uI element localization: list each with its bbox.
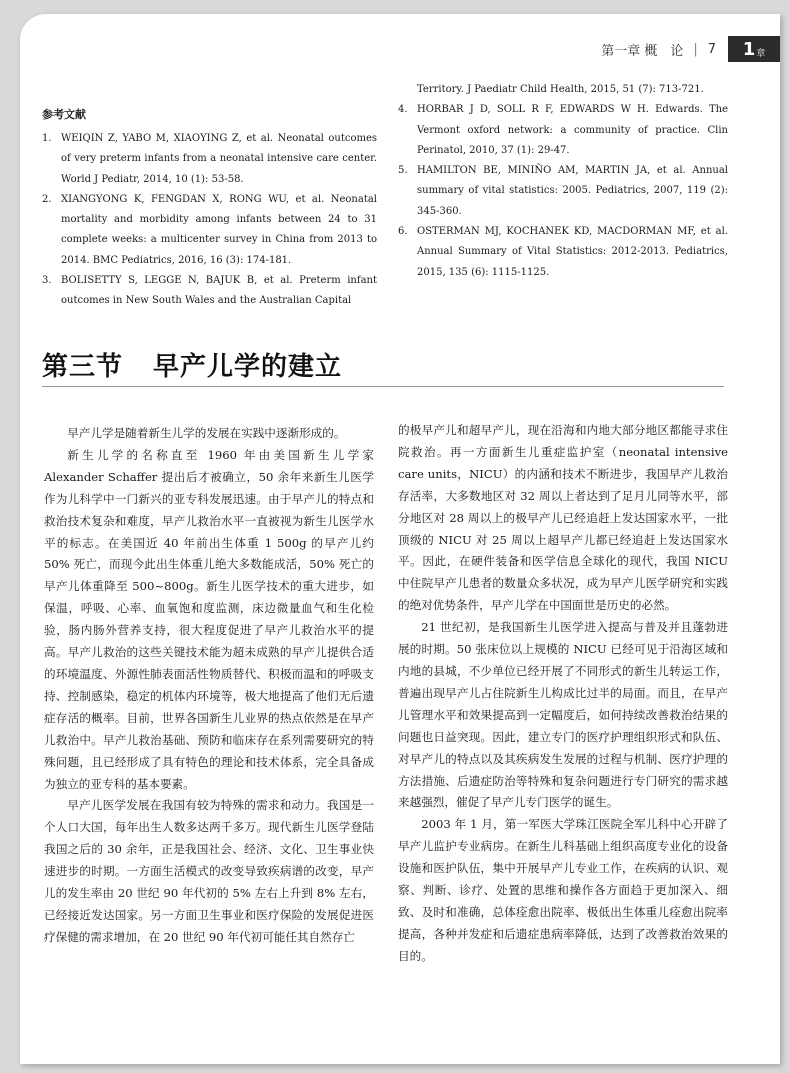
section-divider bbox=[42, 386, 724, 387]
body-right-column bbox=[398, 420, 728, 968]
chapter-tab-number: 1 bbox=[742, 38, 756, 60]
reference-text: BOLISETTY S, LEGGE N, BAJUK B, et al. Preterm infant outcomes in New South Wales and the Australian Capital bbox=[61, 275, 377, 307]
reference-text: HAMILTON BE, MINIÑO AM, MARTIN JA, et al. Annual summary of vital statistics: 2005. Pediatrics, 2007, 119 (2): 345-360. bbox=[417, 165, 728, 217]
reference-continuation bbox=[398, 80, 728, 100]
section-title: 早产儿学的建立 bbox=[153, 352, 343, 382]
reference-number: 6. bbox=[398, 226, 408, 238]
chapter-tab-label: 章 bbox=[756, 48, 766, 59]
reference-text: Territory. J Paediatr Child Health, 2015, 51 (7): 713-721. bbox=[417, 84, 704, 95]
references-left-column bbox=[42, 129, 377, 312]
chapter-title: 第一章 概 论 bbox=[601, 44, 684, 59]
book-page bbox=[20, 14, 780, 1064]
references-section bbox=[20, 80, 780, 310]
body-paragraph: 新生儿学的名称直至 1960 年由美国新生儿学家 Alexander Schaffer 提出后才被确立，50 余年来新生儿医学作为儿科学中一门新兴的亚专科发展迅速。由于早产儿的特点和救治技术复杂和难度，早产儿救治水平一直被视为新生儿医学水平的标志。在美国近 40 年前出生体重 1 500g 的早产儿约 50% 死亡，而现今此出生体重儿绝大多数能成活，50% 死亡的早产儿体重降至 500~800g。新生儿医学技术的重大进步，如保温，呼吸、心率、血氧饱和度监测，床边微量血气和生化检验，肠内肠外营养支持，很大程度促进了早产儿救治水平的提高。早产儿救治的这些关键技术能为超未成熟的早产儿提供合适的环境温度、外源性肺表面活性物质替代、积极而温和的呼吸支持、控制感染，稳定的机体内环境等，极大地提高了他们无后遗症存活的概率。目前，世界各国新生儿业界的热点依然是在早产儿救治中。早产儿救治基础、预防和临床存在系列需要研究的特殊问题，且已经形成了具有特色的理论和技术体系，完全具备成为独立的亚专科的基本要素。 bbox=[44, 447, 374, 791]
reference-text: HORBAR J D, SOLL R F, EDWARDS W H. Edwards. The Vermont oxford network: a community of practice. Clin Perinatol, 2010, 37 (1): 29-47. bbox=[417, 104, 728, 156]
running-header bbox=[601, 40, 716, 59]
section-number: 第三节 bbox=[42, 352, 124, 382]
body-paragraph-continuation: 的极早产儿和超早产儿，现在沿海和内地大部分地区都能寻求住院救治。再一方面新生儿重症监护室（neonatal intensive care units，NICU）的内涵和技术不断进步，我国早产儿救治存活率，大多数地区对 32 周以上者达到了足月儿同等水平，部分地区对 28 周以上的极早产儿已经追赶上发达国家水平，一批顶级的 NICU 对 25 周以上超早产儿都已经追赶上发达国家水平。因此，在硬件装备和医学信息全球化的现代，我国 NICU 中住院早产儿患者的数量众多状况，成为早产儿医学研究和实践的绝对优势条件，早产儿学在中国面世是历史的必然。 bbox=[398, 423, 728, 613]
reference-item bbox=[398, 100, 728, 161]
body-paragraph: 2003 年 1 月，第一军医大学珠江医院全军儿科中心开辟了早产儿监护专业病房。在新生儿科基础上组织高度专业化的设备设施和医护队伍，集中开展早产儿专业工作，在疾病的认识、观察、判断、诊疗、处置的思维和操作各方面趋于更加深入、细致、及时和准确，总体痊愈出院率、极低出生体重儿痊愈出院率提高，各种并发症和后遗症患病率降低，达到了改善救治效果的目的。 bbox=[398, 817, 728, 963]
reference-number: 1. bbox=[42, 133, 52, 144]
section-heading bbox=[42, 346, 342, 383]
reference-text: WEIQIN Z, YABO M, XIAOYING Z, et al. Neonatal outcomes of very preterm infants from a neonatal intensive care center. World J Pediatr, 2014, 10 (1): 53-58. bbox=[61, 133, 377, 185]
references-title: 参考文献 bbox=[42, 108, 86, 121]
reference-text: XIANGYONG K, FENGDAN X, RONG WU, et al. Neonatal mortality and morbidity among infants between 24 to 31 complete weeks: a multicenter survey in China from 2013 to 2014. BMC Pediatrics, 2016, 16 (3): 174-181. bbox=[61, 193, 377, 266]
reference-item bbox=[42, 129, 377, 190]
chapter-tab bbox=[728, 36, 780, 62]
body-left-column bbox=[44, 423, 374, 949]
reference-number: 3. bbox=[42, 275, 52, 287]
reference-item bbox=[398, 222, 728, 283]
body-paragraph: 早产儿学是随着新生儿学的发展在实践中逐渐形成的。 bbox=[67, 426, 346, 440]
reference-number: 5. bbox=[398, 165, 408, 177]
reference-item bbox=[398, 161, 728, 222]
reference-item bbox=[42, 190, 377, 271]
reference-text: OSTERMAN MJ, KOCHANEK KD, MACDORMAN MF, et al. Annual Summary of Vital Statistics: 2012-2013. Pediatrics, 2015, 135 (6): 1115-1125. bbox=[417, 226, 728, 278]
body-paragraph: 早产儿医学发展在我国有较为特殊的需求和动力。我国是一个人口大国，每年出生人数多达两千多万。现代新生儿医学登陆我国之后的 30 余年，正是我国社会、经济、文化、卫生事业快速进步的时期。一方面生活模式的改变导致疾病谱的改变，早产儿的发生率由 20 世纪 90 年代初的 5% 左右上升到 8% 左右，已经接近发达国家。另一方面卫生事业和医疗保险的发展促进医疗保健的需求增加，在 20 世纪 90 年代初可能任其自然存亡 bbox=[44, 798, 374, 944]
reference-number: 2. bbox=[42, 193, 52, 205]
references-right-column bbox=[398, 80, 728, 283]
page-number: 7 bbox=[707, 42, 716, 57]
header-divider: | bbox=[693, 42, 698, 57]
reference-item bbox=[42, 271, 377, 312]
body-paragraph: 21 世纪初，是我国新生儿医学进入提高与普及并且蓬勃进展的时期。50 张床位以上规模的 NICU 已经可见于沿海区域和内地的县城，不少单位已经开展了不同形式的新生儿转运工作，普遍出现早产儿占住院新生儿构成比过半的局面。而且，在早产儿管理水平和效果提高到一定幅度后，如何持续改善救治结果的问题也日益突现。因此，建立专门的医疗护理组织形式和队伍、对早产儿的特点以及其疾病发生发展的过程与机制、医疗护理的方法措施、后遗症防治等特殊和复杂问题进行专门研究的需求越来越强烈，催促了早产儿专门医学的诞生。 bbox=[398, 620, 728, 810]
reference-number: 4. bbox=[398, 104, 408, 116]
